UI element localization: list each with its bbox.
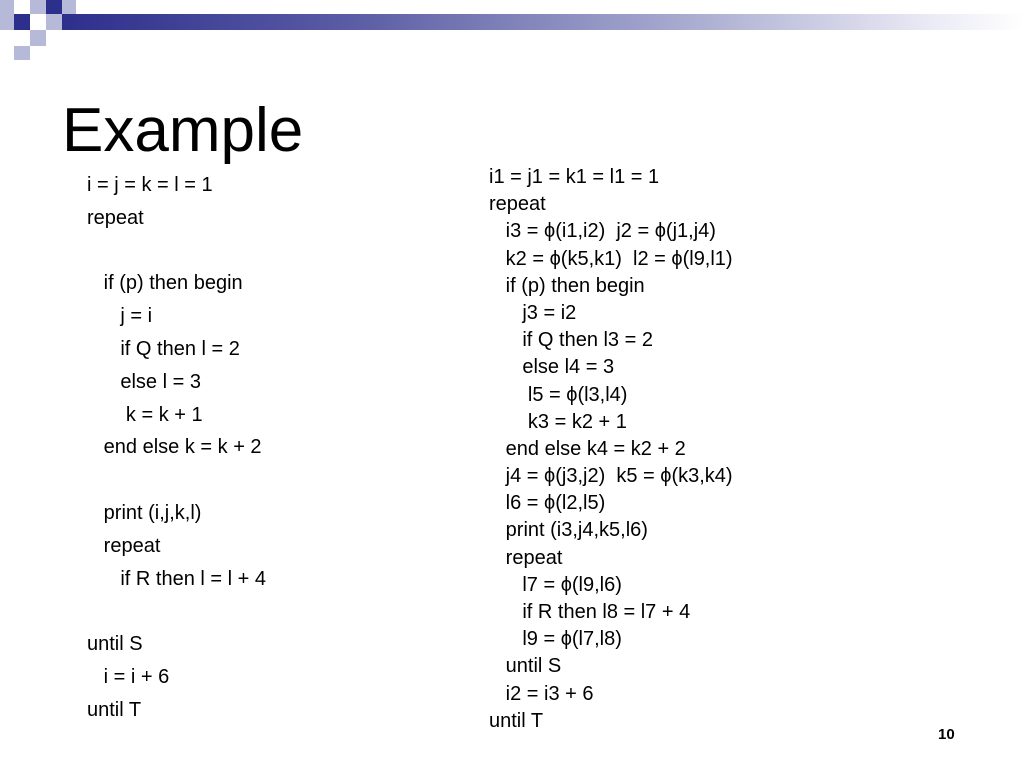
- decor-square: [62, 0, 76, 14]
- code-line: j4 = ϕ(j3,j2) k5 = ϕ(k3,k4): [489, 465, 733, 488]
- code-line: until T: [87, 698, 142, 721]
- code-line: else l4 = 3: [489, 356, 615, 379]
- code-line: j3 = i2: [489, 301, 577, 324]
- decor-square: [30, 30, 46, 46]
- code-line: until T: [489, 709, 544, 732]
- code-line: i = j = k = l = 1: [87, 174, 213, 196]
- code-line: else l = 3: [87, 370, 201, 393]
- code-line: k3 = k2 + 1: [489, 410, 627, 433]
- code-line: until S: [489, 655, 562, 678]
- decor-square: [14, 46, 30, 60]
- code-line: repeat: [489, 546, 563, 569]
- code-line: repeat: [489, 193, 546, 216]
- code-line: if R then l8 = l7 + 4: [489, 601, 691, 623]
- code-line: repeat: [87, 534, 161, 557]
- decor-square: [46, 0, 62, 14]
- slide-title: Example: [62, 96, 304, 165]
- code-line: i = i + 6: [87, 665, 170, 688]
- code-line: if (p) then begin: [489, 274, 645, 297]
- code-line: if Q then l3 = 2: [489, 329, 653, 352]
- code-line: i3 = ϕ(i1,i2) j2 = ϕ(j1,j4): [489, 220, 716, 243]
- code-line: l9 = ϕ(l7,l8): [489, 628, 622, 651]
- code-line: repeat: [87, 206, 144, 229]
- decor-square: [0, 0, 14, 30]
- code-line: if R then l = l + 4: [87, 567, 266, 590]
- code-line: end else k4 = k2 + 2: [489, 437, 686, 460]
- ssa-code-listing: [489, 164, 733, 735]
- original-code-listing: [87, 169, 266, 727]
- code-line: i2 = i3 + 6: [489, 682, 594, 705]
- code-line: print (i,j,k,l): [87, 501, 202, 524]
- code-line: [87, 595, 266, 628]
- code-line: l7 = ϕ(l9,l6): [489, 573, 622, 596]
- decor-square: [30, 0, 46, 14]
- code-line: [87, 235, 266, 268]
- code-line: end else k = k + 2: [87, 436, 262, 459]
- code-line: if Q then l = 2: [87, 337, 240, 360]
- code-line: until S: [87, 633, 143, 656]
- page-number: 10: [938, 726, 955, 743]
- code-line: i1 = j1 = k1 = l1 = 1: [489, 166, 660, 188]
- code-line: print (i3,j4,k5,l6): [489, 519, 648, 542]
- code-line: if (p) then begin: [87, 272, 243, 295]
- code-line: k = k + 1: [87, 403, 203, 426]
- top-gradient-bar: [62, 14, 1024, 30]
- code-line: j = i: [87, 305, 153, 328]
- code-line: k2 = ϕ(k5,k1) l2 = ϕ(l9,l1): [489, 247, 733, 270]
- code-line: l6 = ϕ(l2,l5): [489, 492, 606, 515]
- code-line: [87, 464, 266, 497]
- decor-square: [14, 14, 30, 30]
- code-line: l5 = ϕ(l3,l4): [489, 383, 628, 406]
- decor-square: [46, 14, 62, 30]
